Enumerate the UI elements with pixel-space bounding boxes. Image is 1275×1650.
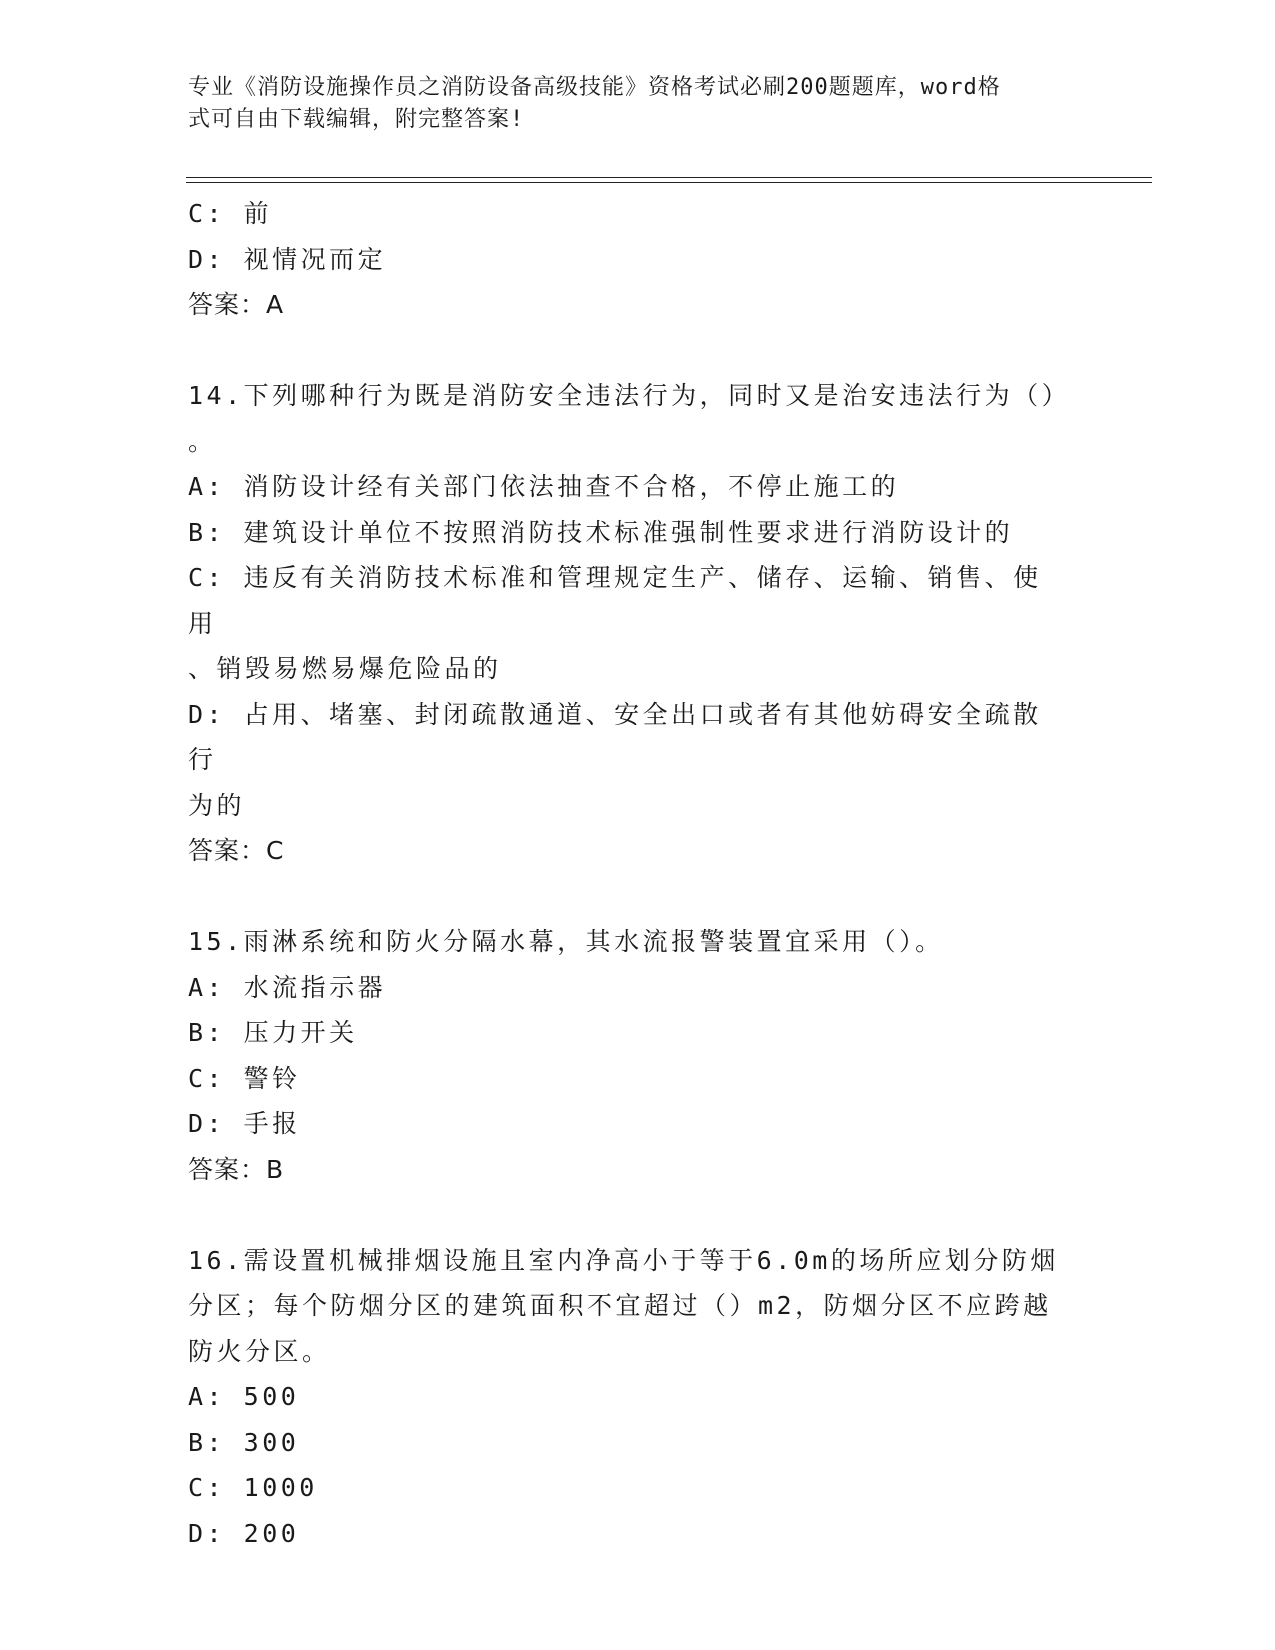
option-b: B: 压力开关 bbox=[188, 1018, 358, 1047]
question-stem: 14.下列哪种行为既是消防安全违法行为，同时又是治安违法行为（） bbox=[188, 381, 1071, 410]
question-stem: 15.雨淋系统和防火分隔水幕，其水流报警装置宜采用（）。 bbox=[188, 927, 944, 956]
answer-line: 答案：A bbox=[188, 290, 285, 319]
question-stem: 16.需设置机械排烟设施且室内净高小于等于6.0m的场所应划分防烟 bbox=[188, 1245, 1059, 1275]
option-c: C: 警铃 bbox=[188, 1063, 301, 1093]
option-a: A: 500 bbox=[188, 1382, 300, 1411]
header-divider-bottom bbox=[186, 182, 1152, 183]
spacer bbox=[188, 1192, 1068, 1238]
answer-line: 答案：B bbox=[188, 1154, 285, 1184]
document-body bbox=[188, 191, 1071, 1556]
question-stem-continued: 防火分区。 bbox=[188, 1336, 331, 1366]
header-divider-top bbox=[186, 177, 1152, 178]
option-a: A: 消防设计经有关部门依法抽查不合格，不停止施工的 bbox=[188, 472, 900, 501]
option-c-continued: 、销毁易燃易爆危险品的 bbox=[188, 654, 502, 683]
option-d: D: 视情况而定 bbox=[188, 244, 387, 274]
option-d-continued: 为的 bbox=[188, 790, 246, 820]
option-b: B: 300 bbox=[188, 1427, 300, 1457]
question-stem-continued: 。 bbox=[188, 426, 217, 456]
option-d: D: 占用、堵塞、封闭疏散通道、安全出口或者有其他妨碍安全疏散行 bbox=[188, 699, 1042, 774]
question-15 bbox=[188, 919, 1068, 1192]
answer-line: 答案：C bbox=[188, 836, 285, 865]
header-title-line-1: 专业《消防设施操作员之消防设备高级技能》资格考试必刷200题题库，word格 bbox=[188, 75, 1001, 100]
option-a: A: 水流指示器 bbox=[188, 972, 387, 1002]
question-16 bbox=[188, 1238, 1068, 1557]
page-header bbox=[188, 72, 1068, 136]
question-stem-continued: 分区；每个防烟分区的建筑面积不宜超过（）m2，防烟分区不应跨越 bbox=[188, 1291, 1052, 1320]
question-13-tail bbox=[188, 191, 1068, 328]
option-d: D: 手报 bbox=[188, 1109, 301, 1138]
option-c: C: 前 bbox=[188, 199, 273, 228]
spacer bbox=[188, 328, 1068, 374]
option-c: C: 1000 bbox=[188, 1473, 318, 1502]
option-b: B: 建筑设计单位不按照消防技术标准强制性要求进行消防设计的 bbox=[188, 517, 1014, 547]
header-title-line-2: 式可自由下载编辑，附完整答案! bbox=[188, 107, 525, 132]
spacer bbox=[188, 874, 1068, 920]
question-14 bbox=[188, 373, 1071, 874]
option-d: D: 200 bbox=[188, 1518, 300, 1548]
option-c: C: 违反有关消防技术标准和管理规定生产、储存、运输、销售、使用 bbox=[188, 563, 1042, 638]
